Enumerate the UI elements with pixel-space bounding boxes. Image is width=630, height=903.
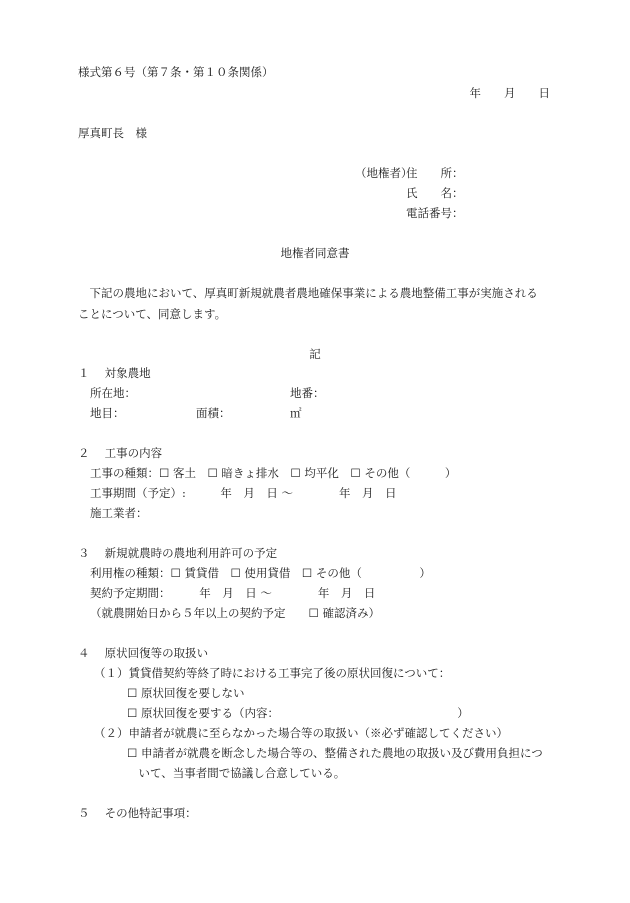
contract-period-line: 契約予定期間： 年 月 日 ～ 年 月 日 [90, 586, 376, 600]
area-unit: ㎡ [290, 406, 302, 420]
intro-line-1: 下記の農地において、厚真町新規就農者農地確保事業による農地整備工事が実施される [78, 286, 538, 300]
section-3-heading: ３ 新規就農時の農地利用許可の予定 [78, 546, 278, 560]
lot-number-label: 地番： [290, 386, 325, 400]
location-label: 所在地： [90, 386, 136, 400]
section-2-heading: ２ 工事の内容 [78, 446, 163, 460]
applicant-role-label: （地権者） [355, 166, 413, 180]
construction-type-line: 工事の種類：☐ 客土 ☐ 暗きょ排水 ☐ 均平化 ☐ その他（ ） [90, 466, 457, 480]
option-restoration-required: ☐ 原状回復を要する（内容： ） [127, 706, 469, 720]
intro-line-2: ことについて、同意します。 [78, 307, 227, 321]
applicant-name-label: 氏 名： [406, 186, 464, 200]
section-4-item-2: （２）申請者が就農に至らなかった場合等の取扱い（※必ず確認してください） [94, 726, 508, 740]
option-agreement-line-1: ☐ 申請者が就農を断念した場合等の、整備された農地の取扱い及び費用負担につ [127, 746, 543, 760]
option-no-restoration: ☐ 原状回復を要しない [127, 686, 245, 700]
usage-right-line: 利用権の種類：☐ 賃貸借 ☐ 使用貸借 ☐ その他（ ） [90, 566, 431, 580]
section-5-heading: ５ その他特記事項： [78, 806, 197, 820]
date-line: 年 月 日 [469, 86, 550, 100]
construction-period-line: 工事期間（予定）: 年 月 日 ～ 年 月 日 [90, 486, 397, 500]
applicant-phone-label: 電話番号： [406, 206, 464, 220]
applicant-address-label: 住 所： [406, 166, 464, 180]
area-label: 面積： [196, 406, 231, 420]
ki-heading: 記 [309, 347, 321, 361]
addressee: 厚真町長 様 [78, 126, 147, 140]
contract-note-line: （就農開始日から５年以上の契約予定 ☐ 確認済み） [90, 606, 380, 620]
option-agreement-line-2: いて、当事者間で協議し合意している。 [127, 766, 346, 780]
document-title: 地権者同意書 [280, 246, 350, 260]
contractor-label: 施工業者： [90, 506, 148, 520]
form-number: 様式第６号（第７条・第１０条関係） [78, 65, 274, 79]
section-4-item-1: （１）賃貸借契約等終了時における工事完了後の原状回復について： [94, 666, 451, 680]
section-4-heading: ４ 原状回復等の取扱い [78, 646, 209, 660]
section-1-heading: １ 対象農地 [78, 366, 151, 380]
land-category-label: 地目： [90, 406, 125, 420]
